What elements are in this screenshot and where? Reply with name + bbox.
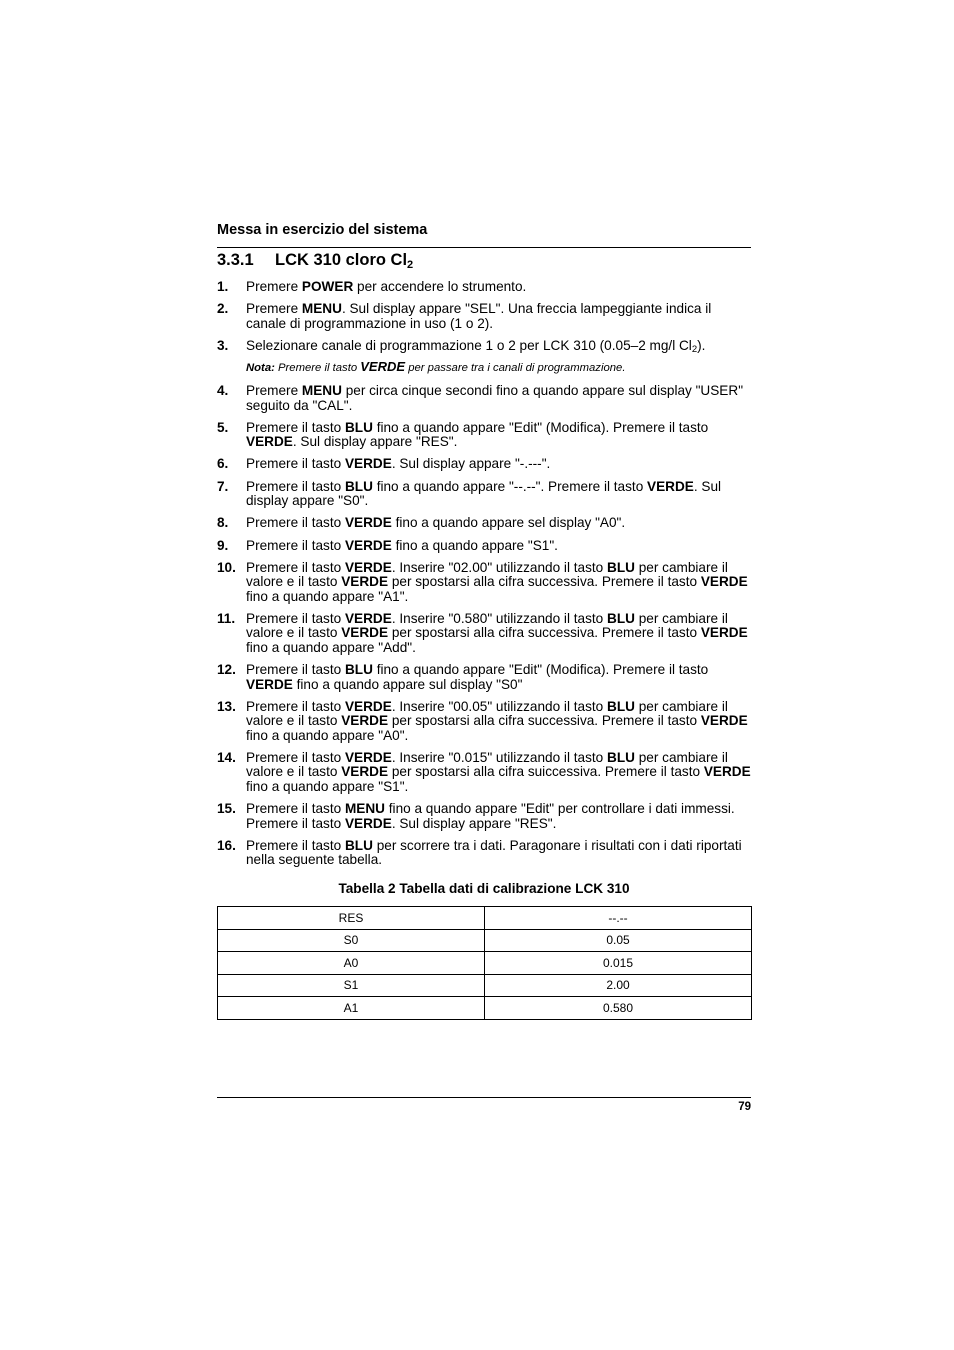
step-number: 11. [217, 610, 236, 626]
bold-term: VERDE [647, 478, 694, 494]
step-number: 9. [217, 537, 229, 553]
text-run: per cambiare il valore e il tasto [246, 610, 728, 641]
subscript: 2 [691, 343, 698, 355]
bold-term: VERDE [360, 359, 406, 375]
text-run: Premere il tasto [246, 662, 345, 678]
text-run: per cambiare il valore e il tasto [246, 749, 728, 780]
bold-term: VERDE [341, 764, 389, 780]
bold-term: BLU [344, 837, 373, 853]
text-run: fino a quando appare "S1". [246, 778, 409, 794]
text-run: Premere il tasto [246, 559, 345, 575]
step-number: 14. [217, 749, 236, 765]
step-item [217, 421, 751, 450]
text-run: per accendere lo strumento. [353, 279, 527, 294]
table-row [218, 929, 752, 952]
text-run: Premere il tasto [246, 801, 345, 817]
step-item [217, 516, 751, 531]
bold-term: BLU [344, 478, 373, 494]
text-run: ). [697, 337, 706, 353]
step-item [217, 302, 751, 331]
parameter-cell: S0 [218, 929, 485, 952]
bold-term: VERDE [344, 749, 392, 765]
text-run: fino a quando appare "--.--". Premere il tasto [372, 478, 648, 494]
text-run: fino a quando appare sel display "A0". [391, 515, 626, 531]
step-item [217, 384, 751, 413]
step-number: 1. [217, 279, 229, 294]
bold-term: BLU [607, 749, 635, 765]
text-run: per cambiare il valore e il tasto [246, 698, 728, 729]
text-run: Premere il tasto [246, 478, 345, 494]
value-cell: --.-- [485, 907, 752, 930]
section-number: 3.3.1 [217, 251, 254, 269]
table-row [218, 974, 752, 997]
text-run: per scorrere tra i dati. Paragonare i risultati con i dati riportati nella seguente tabella. [246, 837, 742, 868]
step-item [217, 612, 751, 656]
step-item [217, 457, 751, 472]
text-run: per passare tra i canali di programmazione. [405, 362, 626, 375]
step-number: 16. [217, 837, 236, 853]
text-run: Premere il tasto [246, 515, 345, 531]
bold-term: VERDE [700, 574, 748, 590]
text-run: . Sul display appare "S0". [246, 478, 722, 509]
table-row [218, 952, 752, 975]
step-number: 6. [217, 456, 229, 472]
bold-term: BLU [607, 610, 635, 626]
text-run: fino a quando appare sul display "S0" [292, 676, 523, 692]
text-run: Selezionare canale di programmazione 1 o 2 per LCK 310 (0.05–2 mg/l Cl [246, 337, 692, 353]
text-run: per cambiare il valore e il tasto [246, 559, 728, 590]
text-run: . Inserire "00.05" utilizzando il tasto [391, 698, 607, 714]
page-number: 79 [738, 1101, 751, 1113]
bold-term: VERDE [344, 698, 392, 714]
bold-term: VERDE [246, 676, 293, 692]
text-run: fino a quando appare "A1". [246, 588, 409, 604]
text-run: Premere il tasto [246, 749, 345, 765]
bold-term: POWER [301, 279, 354, 294]
step-item [217, 561, 751, 605]
step-item [217, 539, 751, 554]
text-run: Premere il tasto [246, 610, 345, 626]
text-run: . Inserire "0.015" utilizzando il tasto [391, 749, 607, 765]
text-run: Premere il tasto [246, 419, 345, 435]
bold-term: VERDE [344, 610, 392, 626]
bold-term: VERDE [344, 537, 392, 553]
text-run: Premere [246, 383, 302, 399]
step-number: 3. [217, 337, 229, 353]
text-run: Premere [246, 301, 302, 317]
step-number: 5. [217, 419, 229, 435]
step-item [217, 839, 751, 868]
text-run: per spostarsi alla cifra suiccessiva. Premere il tasto [388, 764, 704, 780]
text-run: Premere il tasto [246, 537, 345, 553]
text-run: fino a quando appare "S1". [391, 537, 558, 553]
step-number: 15. [217, 801, 236, 817]
bold-term: VERDE [341, 574, 389, 590]
bold-term: BLU [344, 662, 373, 678]
table-caption: Tabella 2 Tabella dati di calibrazione LCK 310 [338, 881, 630, 896]
bold-term: VERDE [246, 434, 293, 450]
step-item [217, 751, 751, 795]
text-run: fino a quando appare "Edit" per controllare i dati immessi. Premere il tasto [246, 801, 735, 831]
header-rule [217, 247, 751, 248]
text-run: . Sul display appare "-.---". [391, 456, 551, 472]
bold-term: VERDE [703, 764, 751, 780]
text-run: . Sul display appare "SEL". Una freccia lampeggiante indica il canale di programmazione in uso (1 o 2). [246, 301, 712, 331]
text-run: Premere il tasto [274, 362, 361, 375]
text-run: . Inserire "0.580" utilizzando il tasto [391, 610, 607, 626]
parameter-cell: A0 [218, 952, 485, 975]
step-item [217, 339, 751, 354]
text-run: per spostarsi alla cifra successiva. Premere il tasto [388, 574, 701, 590]
value-cell: 0.05 [485, 929, 752, 952]
step-number: 13. [217, 698, 236, 714]
text-run: fino a quando appare "Edit" (Modifica). Premere il tasto [372, 662, 709, 678]
step-item [217, 480, 751, 509]
text-run: fino a quando appare "A0". [246, 727, 409, 743]
value-cell: 2.00 [485, 974, 752, 997]
table-row [218, 907, 752, 930]
section-title-subscript: 2 [407, 259, 414, 271]
text-run: . Sul display appare "RES". [292, 434, 458, 450]
step-note [217, 360, 751, 375]
bold-term: BLU [607, 698, 635, 714]
bold-term: VERDE [344, 456, 392, 472]
bold-term: VERDE [341, 625, 389, 641]
text-run: Premere [246, 279, 302, 294]
bold-term: VERDE [700, 713, 748, 729]
running-header: Messa in esercizio del sistema [217, 222, 428, 238]
step-item [217, 280, 751, 295]
text-run: per spostarsi alla cifra successiva. Premere il tasto [388, 713, 701, 729]
bold-term: Nota: [246, 362, 275, 375]
parameter-cell: S1 [218, 974, 485, 997]
bold-term: BLU [344, 419, 373, 435]
bold-term: VERDE [700, 625, 748, 641]
value-cell: 0.580 [485, 997, 752, 1020]
step-number: 2. [217, 301, 229, 317]
text-run: Premere il tasto [246, 837, 345, 853]
bold-term: MENU [301, 383, 342, 399]
text-run: per circa cinque secondi fino a quando appare sul display "USER" seguito da "CAL". [246, 383, 744, 413]
bold-term: MENU [301, 301, 342, 317]
section-heading [217, 251, 413, 271]
text-run: Premere il tasto [246, 698, 345, 714]
text-run: . Inserire "02.00" utilizzando il tasto [391, 559, 607, 575]
step-number: 7. [217, 478, 229, 494]
calibration-table [217, 906, 752, 1020]
parameter-cell: RES [218, 907, 485, 930]
text-run: Premere il tasto [246, 456, 345, 472]
step-number: 10. [217, 559, 236, 575]
bold-term: VERDE [344, 559, 392, 575]
value-cell: 0.015 [485, 952, 752, 975]
step-item [217, 802, 751, 831]
step-item [217, 663, 751, 692]
bold-term: BLU [607, 559, 635, 575]
bold-term: MENU [344, 801, 385, 817]
section-title: LCK 310 cloro Cl [275, 251, 408, 269]
step-item [217, 700, 751, 744]
footer-rule [217, 1097, 751, 1098]
parameter-cell: A1 [218, 997, 485, 1020]
procedure-steps [217, 280, 751, 876]
step-number: 4. [217, 383, 229, 399]
text-run: per spostarsi alla cifra successiva. Premere il tasto [388, 625, 701, 641]
bold-term: VERDE [344, 815, 392, 831]
bold-term: VERDE [344, 515, 392, 531]
step-number: 8. [217, 515, 229, 531]
text-run: fino a quando appare "Edit" (Modifica). Premere il tasto [372, 419, 709, 435]
table-row [218, 997, 752, 1020]
bold-term: VERDE [341, 713, 389, 729]
text-run: fino a quando appare "Add". [246, 639, 416, 655]
step-number: 12. [217, 662, 236, 678]
text-run: . Sul display appare "RES". [391, 815, 557, 831]
